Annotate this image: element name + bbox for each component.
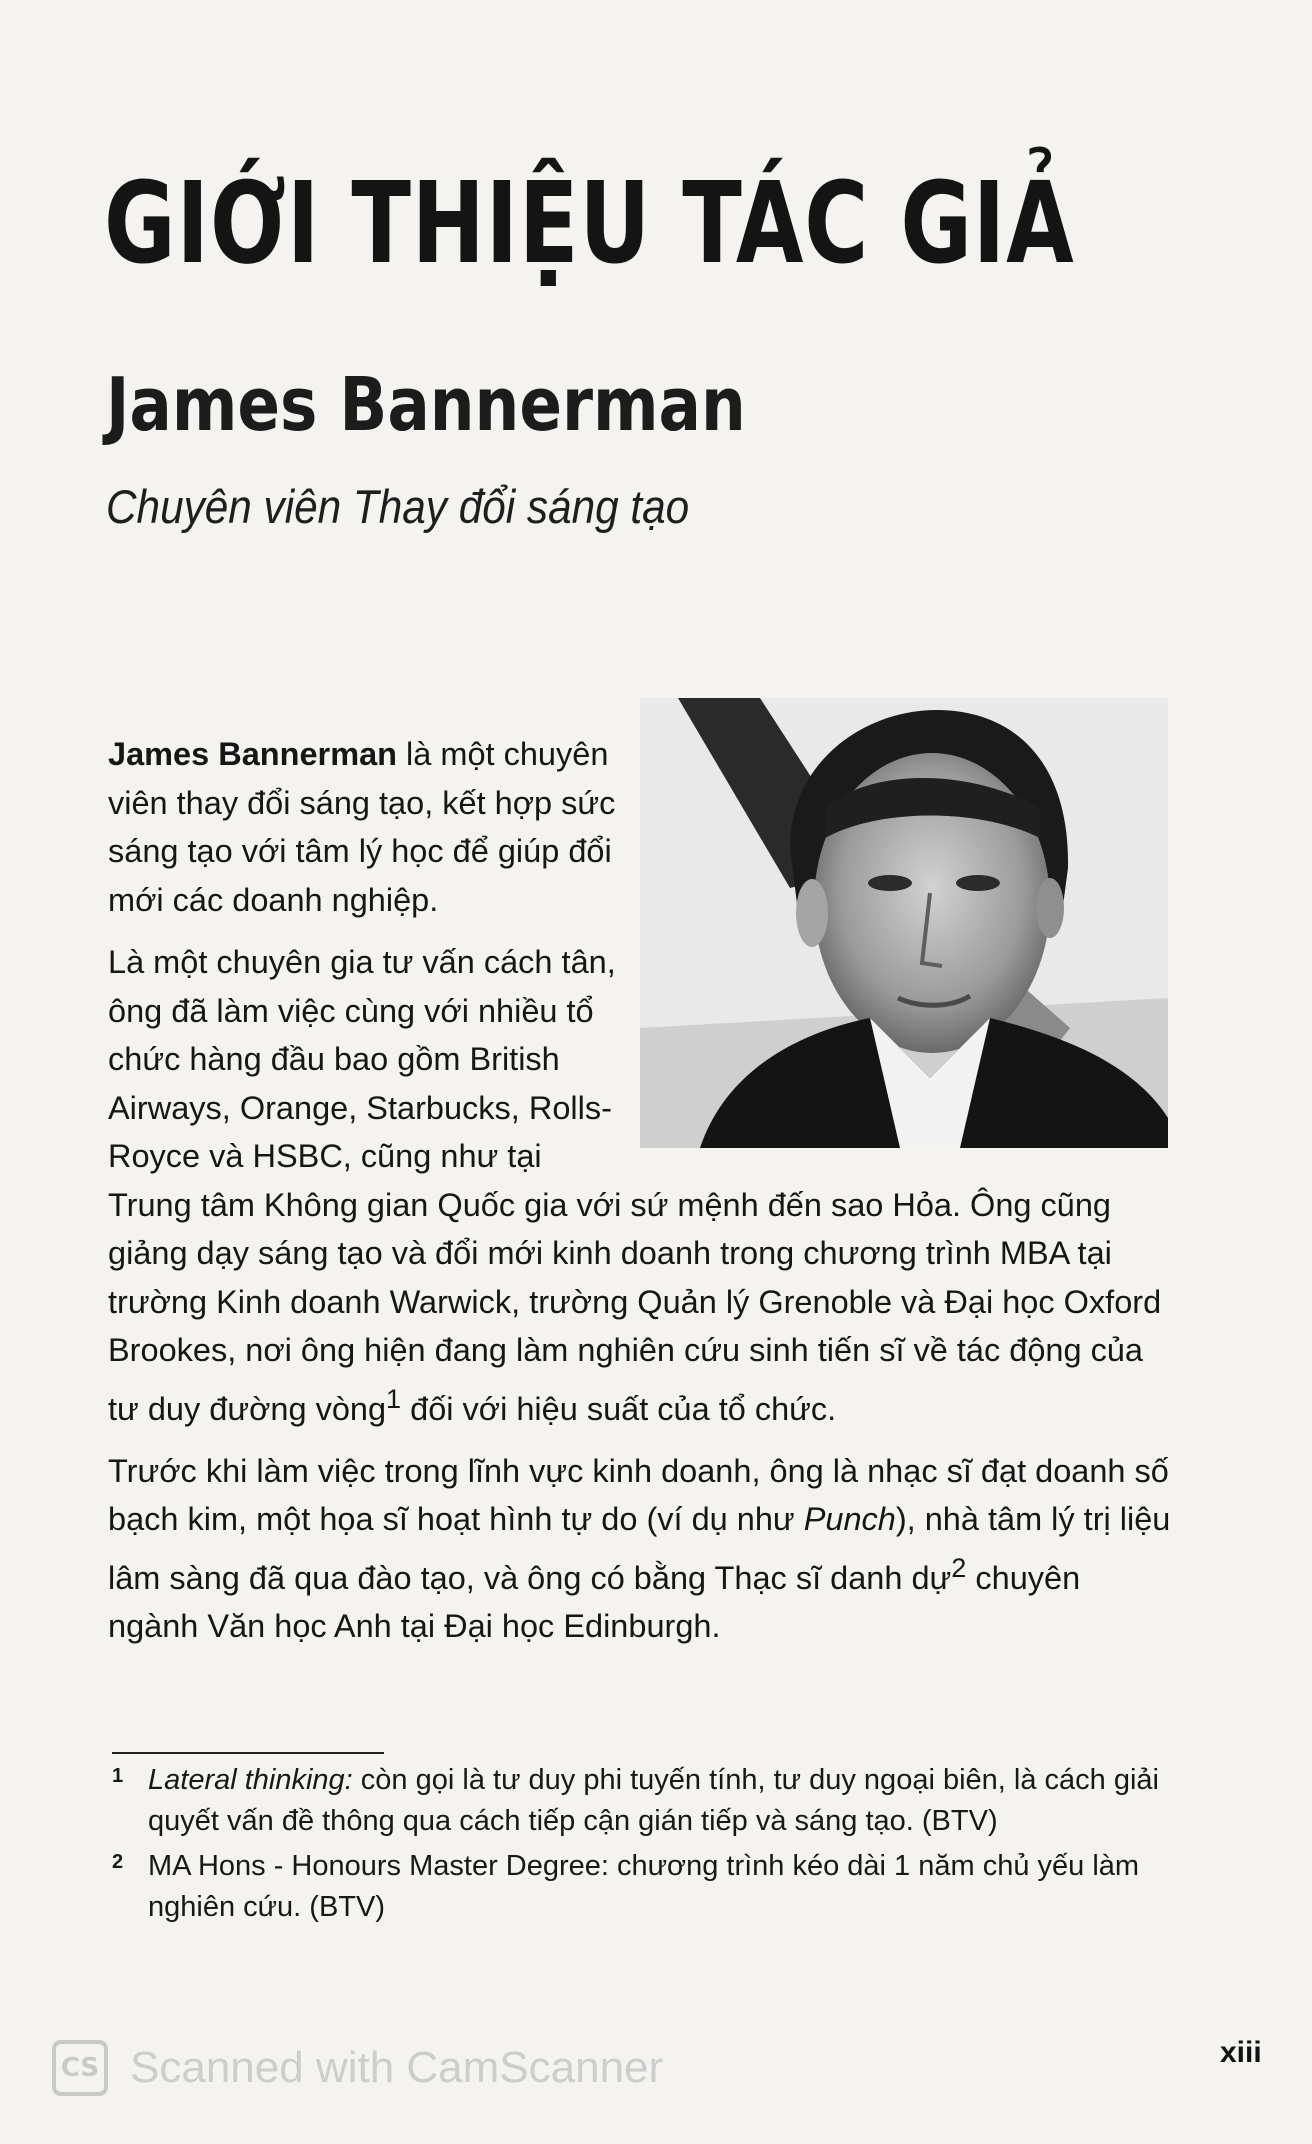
author-role: Chuyên viên Thay đổi sáng tạo <box>106 480 690 533</box>
photo-wrap-space <box>618 730 1178 1158</box>
footnote-mark: 2 <box>112 1851 124 1873</box>
footnote-mark: 1 <box>112 1765 124 1787</box>
page-title: GIỚI THIỆU TÁC GIẢ <box>104 159 1075 289</box>
footnote-text: còn gọi là tư duy phi tuyến tính, tư duy ngoại biên, là cách giải quyết vấn đề thông qua cách tiếp cận gián tiếp và sáng tạo. (BTV) <box>148 1764 1159 1837</box>
footnote-term: Lateral thinking: <box>148 1764 353 1796</box>
bio-p2-end: đối với hiệu suất của tổ chức. <box>401 1390 837 1427</box>
bio-lead-name: James Bannerman <box>108 736 398 772</box>
camscanner-logo-icon: CS <box>52 2040 108 2096</box>
bio-p3-b: ), nhà tâm lý trị liệu lâm sàng đã qua đào tạo, và ông có bằng Thạc sĩ danh dự <box>108 1501 1171 1596</box>
watermark-text: Scanned with CamScanner <box>130 2043 664 2092</box>
footnote-ref-2[interactable]: 2 <box>951 1551 967 1583</box>
footnote-divider <box>112 1752 384 1754</box>
bio-p2-text: Là một chuyên gia tư vấn cách tân, ông đã làm việc cùng với nhiều tổ chức hàng đầu bao gồm British Airways, Orange, Starbucks, Rolls-Royce và HSBC, cũng như tại Trung tâm Không gian Quốc gia với sứ mệnh đến sao Hỏa. Ông cũng giảng dạy sáng tạo và đổi mới kinh doanh trong chương trình MBA tại trường Kinh doanh Warwick, trường Quản lý Grenoble và Đại học Oxford Brookes, nơi ông hiện đang làm nghiên cứu sinh tiến sĩ về tác động của tư duy đường vòng <box>108 944 1162 1427</box>
bio-p3-italic: Punch <box>803 1501 896 1538</box>
author-bio <box>108 730 1178 1665</box>
footnote-1 <box>112 1760 1182 1842</box>
bio-p3-c: chuyên ngành Văn học Anh tại Đại học Edinburgh. <box>108 1559 1081 1645</box>
footnote-2 <box>112 1846 1182 1928</box>
author-name: James Bannerman <box>106 362 746 448</box>
footnotes <box>112 1760 1182 1932</box>
bio-p1-text: là một chuyên viên thay đổi sáng tạo, kết hợp sức sáng tạo với tâm lý học để giúp đổi mới các doanh nghiệp. <box>108 736 616 918</box>
page-number: xiii <box>1220 2036 1262 2069</box>
footnote-ref-1[interactable]: 1 <box>386 1382 402 1414</box>
bio-p3-a: Trước khi làm việc trong lĩnh vực kinh doanh, ông là nhạc sĩ đạt doanh số bạch kim, một họa sĩ hoạt hình tự do (ví dụ như <box>108 1452 1169 1538</box>
bio-paragraph-3 <box>108 1447 1178 1651</box>
footnote-text: MA Hons - Honours Master Degree: chương trình kéo dài 1 năm chủ yếu làm nghiên cứu. (BTV) <box>148 1850 1140 1923</box>
camscanner-watermark <box>52 2040 663 2096</box>
